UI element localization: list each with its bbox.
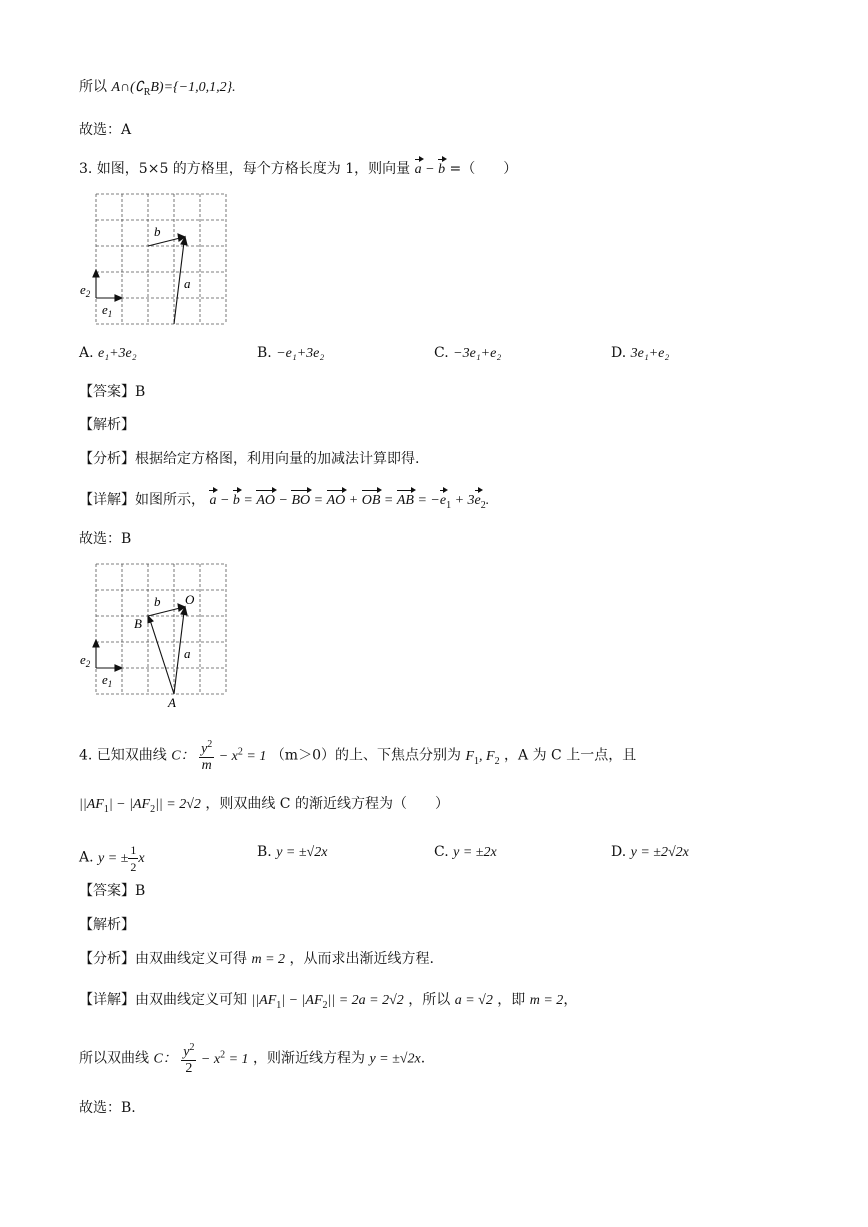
- q3-stem-text: 3. 如图，5×5 的方格里，每个方格长度为 1，则向量: [79, 161, 411, 177]
- q4-curve-name: C：: [171, 748, 195, 764]
- q3-option-b: [257, 343, 324, 364]
- q3-option-b-text: −e₁+3e₂: [276, 346, 325, 361]
- q4-option-c-text: y = ±2x: [453, 845, 497, 860]
- q3-stem: [79, 159, 517, 180]
- set-result: B)={−1,0,1,2}.: [150, 80, 236, 95]
- q3-option-c-label: C.: [434, 345, 449, 361]
- label-e1: $e_1$: [102, 302, 113, 319]
- q4-stem-a: 4. 已知双曲线: [79, 747, 167, 764]
- q4-detail-eq1: $||AF_1| - |AF_2|| = 2a = 2√2$: [251, 993, 404, 1011]
- label-B: B: [134, 616, 142, 631]
- q4-stem-c: ，A 为 C 上一点，且: [504, 747, 637, 764]
- complement-subscript: R: [143, 86, 151, 98]
- q3-stem-tail: =（ ）: [449, 161, 518, 177]
- q3-option-d-label: D.: [611, 345, 627, 361]
- q4-detail-c: ，即: [497, 992, 526, 1008]
- q4-detail-b: ，所以: [408, 992, 451, 1008]
- label-b: b: [154, 594, 161, 609]
- q4-stem-2: [79, 794, 449, 820]
- q4-fenxi-b: ，从而求出渐近线方程.: [289, 951, 434, 967]
- q4-stem-b: （m＞0）的上、下焦点分别为: [270, 747, 461, 764]
- q4-analysis-heading: 【解析】: [79, 917, 135, 933]
- q4-so-b: ，则渐近线方程为: [253, 1050, 365, 1067]
- q4-choose: 故选：B.: [79, 1100, 136, 1116]
- q3-option-a-text: e₁+3e₂: [98, 346, 137, 361]
- q4-option-a-text: y = ± $\frac{1}{2}$ x: [98, 843, 145, 874]
- q3-analysis-heading: 【解析】: [79, 417, 135, 433]
- q4-fraction: $\frac{y^2}{m}$: [201, 738, 213, 774]
- q3-option-a-label: A.: [79, 345, 94, 361]
- intersection-result-line: [79, 77, 236, 103]
- q4-fenxi-eq: m = 2: [251, 952, 286, 967]
- q4-option-b-label: B.: [257, 844, 272, 860]
- q4-option-a-label: A.: [79, 849, 94, 866]
- label-e2: $e_2$: [80, 652, 91, 669]
- set-expression: A∩(∁: [111, 80, 144, 95]
- q4-so-curve: C：: [153, 1051, 177, 1067]
- q4-detail-eq3: m = 2: [529, 993, 564, 1008]
- label-e1: $e_1$: [102, 672, 113, 689]
- q3-detail: [79, 490, 489, 516]
- q3-option-c: [434, 343, 501, 364]
- q4-stem-2-text: ，则双曲线 C 的渐近线方程为（ ）: [205, 796, 449, 812]
- q3-fenxi: 【分析】根据给定方格图，利用向量的加减法计算即得.: [79, 451, 420, 467]
- label-a: a: [184, 276, 191, 291]
- q4-so-asymptote: y = ±√2x: [369, 1051, 421, 1067]
- label-O: O: [185, 592, 195, 607]
- q4-detail: 【详解】由双曲线定义可知 $||AF_1| - |AF_2|| = 2a = 2√2$ ，所以 a = √2 ，即 m = 2，: [79, 992, 578, 1011]
- q3-vector-expr: a − b: [415, 162, 445, 177]
- q4-detail-eq2: a = √2: [454, 993, 493, 1008]
- label-A: A: [168, 695, 176, 710]
- q4-condition: $||AF_1| - |AF_2|| = 2√2$: [79, 797, 201, 815]
- q4-fenxi: [79, 949, 434, 970]
- q4-option-d-text: y = ±2√2x: [630, 845, 689, 860]
- q4-so-fraction: $\frac{y^2}{2}$: [183, 1041, 195, 1077]
- q4-option-b: [257, 842, 327, 863]
- q4-option-d: [611, 842, 689, 863]
- label-b: b: [154, 224, 161, 239]
- q3-choose: 故选：B: [79, 531, 132, 547]
- q3-detail-prefix: 【详解】如图所示，: [79, 492, 205, 508]
- q4-option-c: [434, 842, 497, 863]
- q4-so-a: 所以双曲线: [79, 1050, 149, 1067]
- q4-option-d-label: D.: [611, 844, 627, 860]
- q3-option-a: [79, 343, 137, 364]
- q4-detail-a: 【详解】由双曲线定义可知: [79, 992, 247, 1008]
- label-a: a: [184, 646, 191, 661]
- q4-fenxi-a: 【分析】由双曲线定义可得: [79, 951, 247, 967]
- q3-option-c-text: −3e₁+e₂: [453, 346, 502, 361]
- q3-answer: 【答案】B: [79, 384, 146, 400]
- choose-a-line: 故选：A: [79, 122, 132, 138]
- q4-so-eq: − $x^2 = 1$: [200, 1049, 249, 1067]
- q3-detail-expr: a − b = AO − BO = AO + OB = AB = $-e_1 + 3e_2$.: [209, 493, 490, 511]
- q4-so: 所以双曲线 C： $\frac{y^2}{2}$ − $x^2 = 1$ ，则渐近线方程为 y = ±√2x.: [79, 1041, 426, 1077]
- q3-option-d-text: 3e₁+e₂: [630, 346, 670, 361]
- grid-figure-1: [78, 190, 230, 330]
- q4-option-c-label: C.: [434, 844, 449, 860]
- q3-option-b-label: B.: [257, 345, 272, 361]
- grid-figure-2: [78, 560, 230, 710]
- text-so: 所以: [79, 79, 107, 95]
- q4-foci: $F_1$, $F_2$: [465, 748, 500, 767]
- q4-answer: 【答案】B: [79, 883, 146, 899]
- q3-option-d: [611, 343, 669, 364]
- q4-equation-rest: − $x^2 = 1$: [218, 746, 267, 764]
- q4-option-b-text: y = ±√2x: [276, 845, 328, 860]
- q4-option-a: [79, 842, 145, 875]
- q4-stem: [79, 735, 636, 778]
- label-e2: $e_2$: [80, 282, 91, 299]
